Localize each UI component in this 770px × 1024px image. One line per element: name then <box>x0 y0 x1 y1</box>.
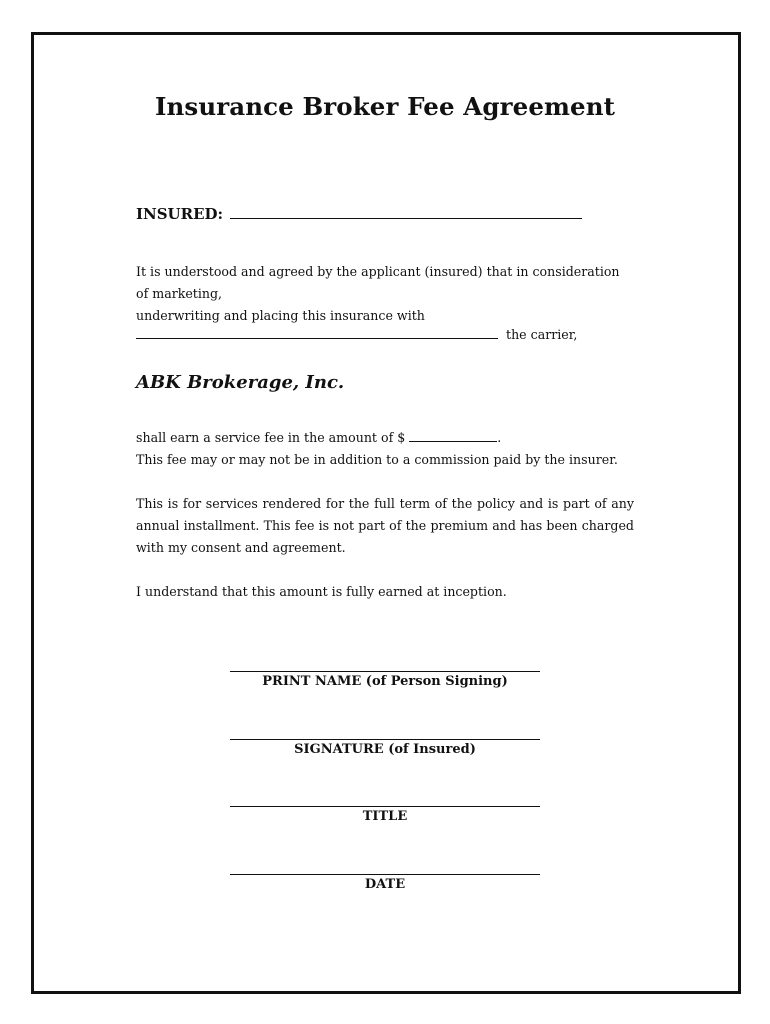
fee-line <box>136 427 634 449</box>
intro-line-2: underwriting and placing this insurance with <box>136 308 425 323</box>
company-name: ABK Brokerage, Inc. <box>136 372 345 393</box>
fee-paragraph <box>136 427 634 471</box>
date-field[interactable] <box>230 874 540 892</box>
commission-note: This fee may or may not be in addition to a commission paid by the insurer. <box>136 452 618 467</box>
signature-label: SIGNATURE (of Insured) <box>294 742 476 757</box>
fee-amount-blank[interactable] <box>409 429 497 442</box>
intro-line-1: It is understood and agreed by the applicant (insured) that in consideration of marketing, <box>136 264 620 301</box>
insured-row <box>136 204 582 223</box>
carrier-row <box>136 326 577 342</box>
services-paragraph: This is for services rendered for the full term of the policy and is part of any annual installment. This fee is not part of the premium and has been charged with my consent and agreement. <box>136 496 634 555</box>
intro-paragraph <box>136 261 634 327</box>
document-title: Insurance Broker Fee Agreement <box>154 92 616 121</box>
signature-field[interactable] <box>230 739 540 757</box>
date-label: DATE <box>364 877 406 892</box>
print-name-label: PRINT NAME (of Person Signing) <box>262 674 508 689</box>
insured-label: INSURED: <box>136 205 224 223</box>
title-field[interactable] <box>230 806 540 824</box>
fee-prefix: shall earn a service fee in the amount of $ <box>136 430 406 445</box>
insured-blank-line[interactable] <box>230 204 582 219</box>
carrier-suffix: the carrier, <box>506 327 578 342</box>
earned-paragraph: I understand that this amount is fully earned at inception. <box>136 584 507 599</box>
print-name-field[interactable] <box>230 671 540 689</box>
carrier-blank-line[interactable] <box>136 326 498 339</box>
title-label: TITLE <box>362 809 408 824</box>
fee-suffix: . <box>497 430 502 445</box>
